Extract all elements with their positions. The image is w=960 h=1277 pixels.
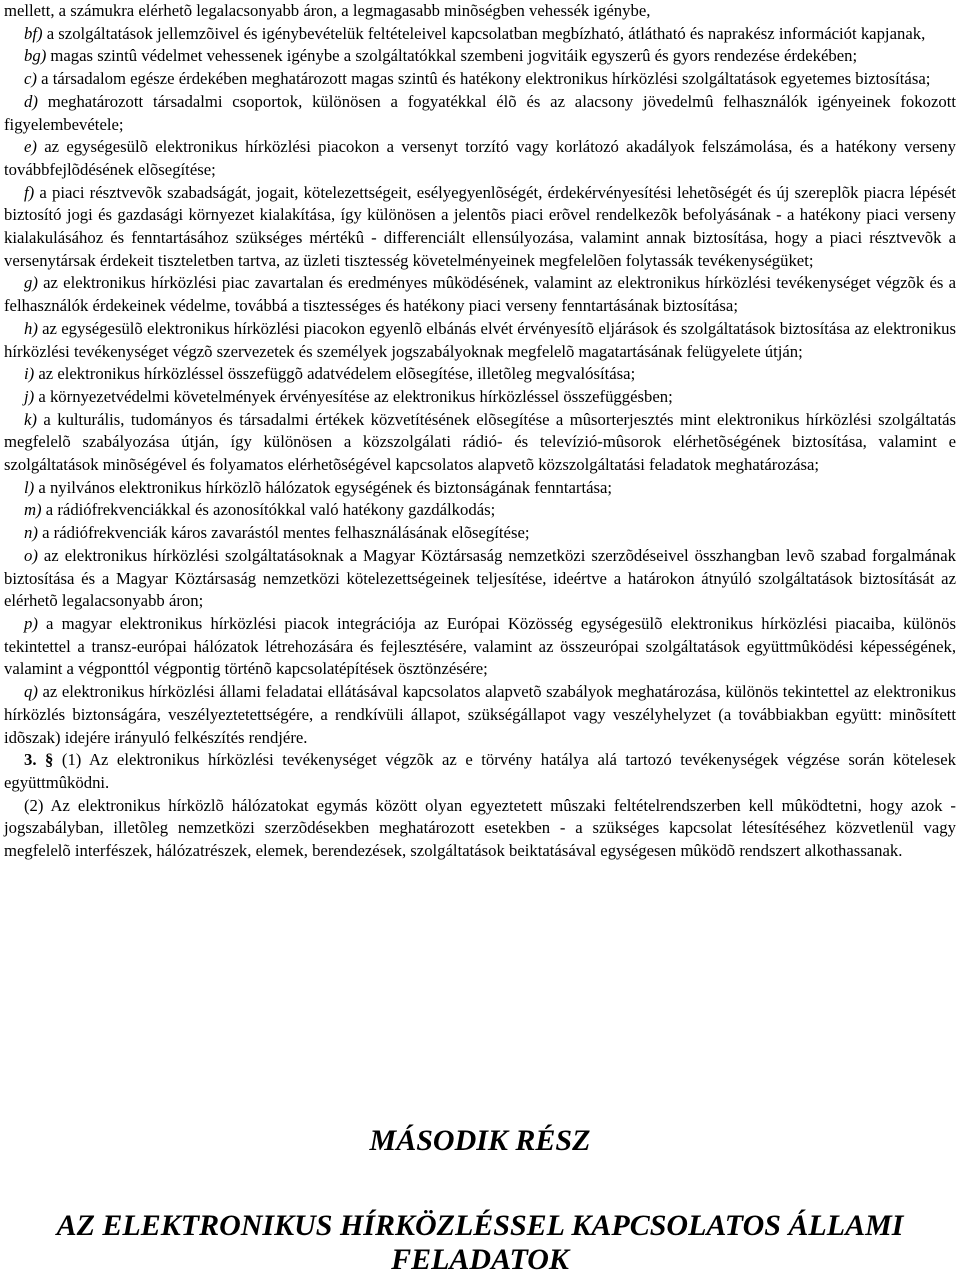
paragraph-text: meghatározott társadalmi csoportok, különösen a fogyatékkal élõ és az alacsony jövedelmû felhasználók igényeinek fokozott figyelembevétele;	[4, 91, 956, 134]
item-marker: o)	[24, 545, 38, 565]
paragraph-text: (2) Az elektronikus hírközlõ hálózatokat egymás között olyan egyeztetett mûszaki feltételrendszerben kell mûködtetni, hogy azok - jogszabályban, illetõleg nemzetközi szerzõdésekben meghatározott esetekben - a szükséges kapcsolat létesítéséhez közvetlenül vagy megfelelõ interfészek, hálózatrészek, elemek, berendezések, szolgáltatások beiktatásával egységesen mûködõ rendszert alkothassanak.	[4, 795, 956, 861]
item-marker: h)	[24, 318, 38, 338]
item-marker: g)	[24, 273, 38, 293]
part-label: MÁSODIK RÉSZ	[369, 1124, 591, 1157]
item-marker: f)	[24, 182, 35, 202]
paragraph-p	[4, 613, 956, 681]
paragraph-m	[4, 499, 956, 522]
paragraph-text: a magyar elektronikus hírközlési piacok integrációja az Európai Közösség egységesülõ elektronikus hírközlési piacaiba, különös tekintettel a transz-európai hálózatok létrehozására és fejlesztésére, valamint az összeurópai szolgáltatások együttmûködési képességének, valamint a végponttól végpontig történõ kapcsolatépítések ösztönzésére;	[4, 613, 956, 679]
part-heading	[0, 1209, 960, 1277]
item-marker: bg)	[24, 46, 47, 66]
paragraph-text: a rádiófrekvenciákkal és azonosítókkal való hatékony gazdálkodás;	[41, 500, 496, 520]
item-marker: l)	[24, 477, 35, 497]
item-marker: c)	[24, 69, 37, 89]
item-marker: d)	[24, 91, 38, 111]
item-marker: k)	[24, 409, 37, 429]
paragraph-text: a szolgáltatások jellemzõivel és igénybevételük feltételeivel kapcsolatban megbízható, átlátható és naprakész információt kapjanak,	[42, 23, 926, 43]
item-marker: p)	[24, 613, 38, 633]
section-number: 3. §	[24, 750, 54, 770]
part-heading-line-1: AZ ELEKTRONIKUS HÍRKÖZLÉSSEL KAPCSOLATOS ÁLLAMI	[56, 1209, 904, 1242]
paragraph-text: a környezetvédelmi követelmények érvényesítése az elektronikus hírközléssel összefüggésben;	[34, 386, 673, 406]
paragraph-q	[4, 681, 956, 749]
paragraph-text: az elektronikus hírközlési szolgáltatásoknak a Magyar Köztársaság nemzetközi szerzõdéseivel összhangban levõ szabad forgalmának biztosítása és a Magyar Köztársaság nemzetközi kötelezettségeinek teljesítése, ideértve a határokon átnyúló szolgáltatások biztosítását az elérhetõ legalacsonyabb áron;	[4, 545, 956, 611]
item-marker: bf)	[24, 23, 43, 43]
paragraph-text: a kulturális, tudományos és társadalmi értékek közvetítésének elõsegítése a mûsorterjesztés mint elektronikus hírközlési szolgáltatás megfelelõ szabályozása útján, így különösen a közszolgálati rádió- és televízió-mûsorok elérhetõségének biztosítása, valamint e szolgáltatások minõségével és folyamatos elérhetõségével kapcsolatos alapvetõ közszolgáltatási feladatok meghatározása;	[4, 409, 956, 475]
paragraph-bf	[4, 23, 956, 46]
paragraph-j	[4, 386, 956, 409]
paragraph-d	[4, 91, 956, 136]
paragraph-o	[4, 545, 956, 613]
paragraph-text: a rádiófrekvenciák káros zavarástól mentes felhasználásának elõsegítése;	[37, 523, 530, 543]
paragraph-text: (1) Az elektronikus hírközlési tevékenységet végzõk az e törvény hatálya alá tartozó tevékenységek végzése során kötelesek együttmûködni.	[4, 750, 957, 792]
paragraph-text: az egységesülõ elektronikus hírközlési piacokon egyenlõ elbánás elvét érvényesítõ eljárások és szolgáltatások biztosítása az elektronikus hírközlési tevékenységet végzõ szervezetek és személyek jogszabályoknak megfelelõ magatartásának felügyelete útján;	[4, 318, 956, 361]
paragraph-k	[4, 409, 956, 477]
paragraph-text: az elektronikus hírközléssel összefüggõ adatvédelem elõsegítése, illetõleg megvalósítása;	[34, 364, 636, 384]
section-3-paragraph-2	[4, 795, 956, 863]
item-marker: i)	[24, 364, 35, 384]
paragraph-bg	[4, 45, 956, 68]
paragraph-text: a piaci résztvevõk szabadságát, jogait, kötelezettségeit, esélyegyenlõségét, érdekérvényesítési lehetõségét és új szereplõk piacra lépését biztosító jogi és gazdasági környezet kialakítása, így különösen a jelentõs piaci erõvel rendelkezõk befolyásának - a hatékony piaci verseny kialakulásához és fenntartásához szükséges mértékû - differenciált ellensúlyozása, valamint annak biztosítása, hogy a piaci résztvevõk a versenytársak érdekeit tiszteletben tartva, az üzleti tisztesség követelményeinek megfelelõen folytassák tevékenységüket;	[4, 182, 956, 270]
paragraph-text: magas szintû védelmet vehessenek igénybe a szolgáltatókkal szembeni jogvitáik egyszerû és gyors rendezése érdekében;	[46, 46, 858, 66]
paragraph-i	[4, 363, 956, 386]
paragraph-f	[4, 182, 956, 273]
paragraph-text: a nyilvános elektronikus hírközlõ hálózatok egységének és biztonságának fenntartása;	[34, 477, 613, 497]
item-marker: q)	[24, 682, 38, 702]
item-marker: j)	[24, 386, 35, 406]
section-3-paragraph-1	[4, 749, 956, 794]
paragraph-h	[4, 318, 956, 363]
paragraph-c	[4, 68, 956, 91]
paragraph-n	[4, 522, 956, 545]
part-heading-line-2: FELADATOK	[391, 1243, 569, 1276]
paragraph-text: az elektronikus hírközlési állami feladatai ellátásával kapcsolatos alapvetõ szabályok meghatározása, különös tekintettel az elektronikus hírközlés biztonságára, veszélyeztetettségére, a rendkívüli állapot, szükségállapot vagy veszélyhelyzet (a továbbiakban együtt: minõsített idõszak) idejére irányuló felkészítés rendjére.	[4, 682, 956, 747]
paragraph-text: mellett, a számukra elérhetõ legalacsonyabb áron, a legmagasabb minõségben vehessék igénybe,	[4, 1, 651, 20]
paragraph-text: az elektronikus hírközlési piac zavartalan és eredményes mûködésének, valamint az elektronikus hírközlési tevékenységet végzõk és a felhasználók érdekeinek védelme, továbbá a tisztességes és hatékony piaci verseny fenntartásának biztosítása;	[4, 273, 956, 316]
item-marker: m)	[24, 500, 42, 520]
paragraph-text: az egységesülõ elektronikus hírközlési piacokon a versenyt torzító vagy korlátozó akadályok felszámolása, és a hatékony verseny továbbfejlõdésének elõsegítése;	[4, 137, 956, 179]
paragraph-l	[4, 477, 956, 500]
paragraph-e	[4, 136, 956, 181]
item-marker: n)	[24, 523, 38, 543]
paragraph-continuation	[4, 0, 956, 23]
item-marker: e)	[24, 137, 37, 157]
paragraph-text: a társadalom egésze érdekében meghatározott magas szintû és hatékony elektronikus hírközlési szolgáltatások egyetemes biztosítása;	[36, 69, 931, 89]
document-body	[4, 0, 956, 863]
paragraph-g	[4, 272, 956, 317]
